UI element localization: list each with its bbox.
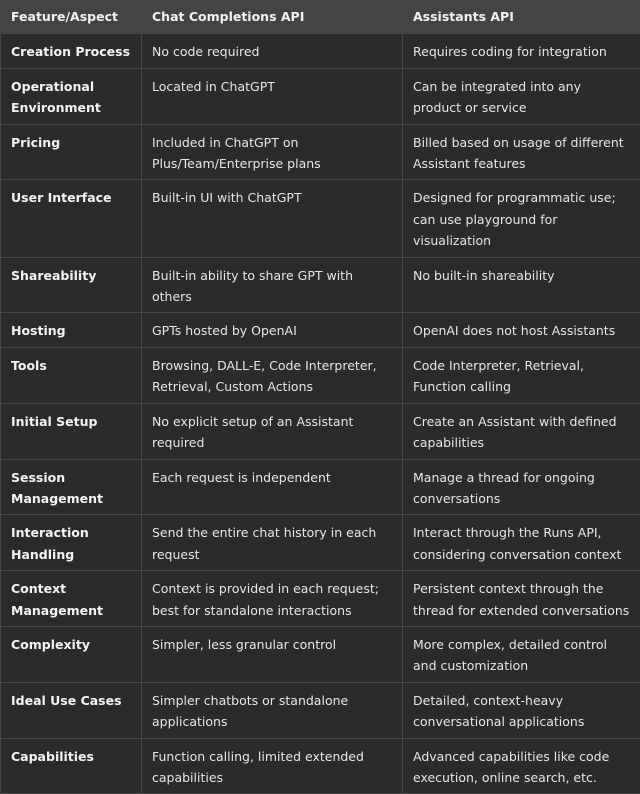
chat-completions-cell: Send the entire chat history in each request — [142, 515, 403, 571]
table-row — [1, 180, 640, 257]
table-row — [1, 68, 640, 124]
assistants-cell: Manage a thread for ongoing conversations — [403, 459, 640, 515]
chat-completions-cell: Built-in ability to share GPT with others — [142, 257, 403, 313]
assistants-cell: Detailed, context-heavy conversational applications — [403, 682, 640, 738]
table-row — [1, 682, 640, 738]
table-row — [1, 257, 640, 313]
assistants-cell: Requires coding for integration — [403, 34, 640, 68]
table-row — [1, 347, 640, 403]
feature-aspect-cell: Capabilities — [1, 738, 142, 794]
feature-aspect-cell: Operational Environment — [1, 68, 142, 124]
assistants-cell: Designed for programmatic use; can use playground for visualization — [403, 180, 640, 257]
feature-aspect-cell: Ideal Use Cases — [1, 682, 142, 738]
table-row — [1, 626, 640, 682]
assistants-cell: Code Interpreter, Retrieval, Function calling — [403, 347, 640, 403]
chat-completions-cell: Each request is independent — [142, 459, 403, 515]
assistants-cell: Persistent context through the thread for extended conversations — [403, 571, 640, 627]
assistants-cell: Interact through the Runs API, considering conversation context — [403, 515, 640, 571]
assistants-cell: Create an Assistant with defined capabilities — [403, 403, 640, 459]
chat-completions-cell: No code required — [142, 34, 403, 68]
table-header — [1, 1, 640, 34]
feature-aspect-cell: Initial Setup — [1, 403, 142, 459]
assistants-cell: Can be integrated into any product or service — [403, 68, 640, 124]
feature-aspect-cell: Creation Process — [1, 34, 142, 68]
feature-aspect-cell: Hosting — [1, 313, 142, 347]
table-row — [1, 403, 640, 459]
feature-aspect-cell: Context Management — [1, 571, 142, 627]
header-row — [1, 1, 640, 34]
table-body — [1, 34, 640, 794]
assistants-cell: No built-in shareability — [403, 257, 640, 313]
table-row — [1, 124, 640, 180]
feature-aspect-cell: User Interface — [1, 180, 142, 257]
feature-aspect-cell: Tools — [1, 347, 142, 403]
assistants-cell: More complex, detailed control and customization — [403, 626, 640, 682]
assistants-cell: Advanced capabilities like code execution, online search, etc. — [403, 738, 640, 794]
chat-completions-cell: Located in ChatGPT — [142, 68, 403, 124]
table-row — [1, 571, 640, 627]
chat-completions-cell: Included in ChatGPT on Plus/Team/Enterprise plans — [142, 124, 403, 180]
table-row — [1, 738, 640, 794]
table-row — [1, 515, 640, 571]
chat-completions-cell: No explicit setup of an Assistant required — [142, 403, 403, 459]
header-assistants-api: Assistants API — [403, 1, 640, 34]
chat-completions-cell: Built-in UI with ChatGPT — [142, 180, 403, 257]
feature-aspect-cell: Interaction Handling — [1, 515, 142, 571]
chat-completions-cell: Simpler, less granular control — [142, 626, 403, 682]
assistants-cell: OpenAI does not host Assistants — [403, 313, 640, 347]
chat-completions-cell: Context is provided in each request; best for standalone interactions — [142, 571, 403, 627]
chat-completions-cell: Simpler chatbots or standalone applications — [142, 682, 403, 738]
header-feature-aspect: Feature/Aspect — [1, 1, 142, 34]
assistants-cell: Billed based on usage of different Assistant features — [403, 124, 640, 180]
chat-completions-cell: Browsing, DALL-E, Code Interpreter, Retrieval, Custom Actions — [142, 347, 403, 403]
feature-aspect-cell: Shareability — [1, 257, 142, 313]
header-chat-completions-api: Chat Completions API — [142, 1, 403, 34]
chat-completions-cell: GPTs hosted by OpenAI — [142, 313, 403, 347]
table-row — [1, 34, 640, 68]
feature-aspect-cell: Pricing — [1, 124, 142, 180]
feature-aspect-cell: Session Management — [1, 459, 142, 515]
feature-aspect-cell: Complexity — [1, 626, 142, 682]
chat-completions-cell: Function calling, limited extended capabilities — [142, 738, 403, 794]
table-row — [1, 313, 640, 347]
table-row — [1, 459, 640, 515]
